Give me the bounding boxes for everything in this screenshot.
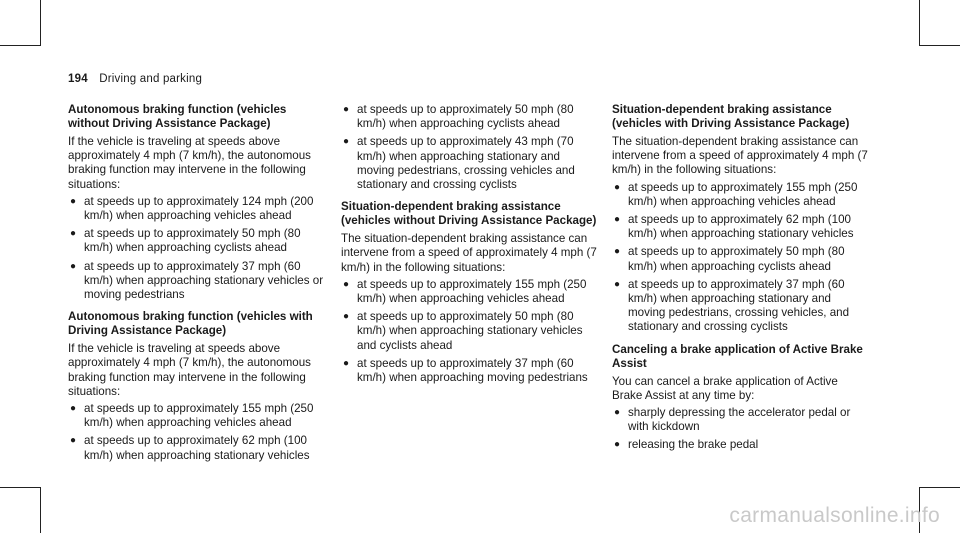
crop-mark	[919, 0, 920, 46]
bullet-icon: ●	[614, 214, 621, 226]
list-item-text: at speeds up to approximately 124 mph (200 km/h) when approaching vehicles ahead	[84, 194, 314, 223]
bullet-list	[612, 406, 870, 453]
bullet-icon: ●	[70, 228, 77, 240]
bullet-icon: ●	[614, 181, 621, 193]
section	[68, 103, 326, 302]
list-item-text: at speeds up to approximately 155 mph (250 km/h) when approaching vehicles ahead	[628, 180, 858, 208]
section-intro: You can cancel a brake application of Active Brake Assist at any time by:	[612, 374, 838, 402]
section-heading: Situation-dependent braking assistance (vehicles with Driving Assistance Package)	[612, 103, 850, 130]
crop-mark	[40, 0, 41, 46]
list-item	[341, 135, 599, 192]
bullet-icon: ●	[614, 407, 621, 419]
section	[68, 310, 326, 463]
list-item-text: at speeds up to approximately 62 mph (100 km/h) when approaching stationary vehicles	[628, 213, 854, 241]
bullet-icon: ●	[343, 357, 350, 369]
section-intro: The situation-dependent braking assistance can intervene from a speed of approximately 4 mph (7 km/h) in the following situations:	[612, 135, 868, 177]
list-item-text: at speeds up to approximately 62 mph (100 km/h) when approaching stationary vehicles	[84, 434, 310, 462]
list-item-text: at speeds up to approximately 43 mph (70 km/h) when approaching stationary and moving pedestrians, crossing vehicles and stationary and crossing cyclists	[357, 135, 575, 192]
crop-mark	[0, 45, 40, 46]
list-item	[341, 310, 599, 353]
column-3	[612, 103, 870, 461]
section	[341, 200, 599, 385]
column-2	[341, 103, 599, 393]
section	[341, 103, 599, 192]
list-item	[612, 438, 870, 452]
bullet-icon: ●	[343, 311, 350, 323]
list-item	[612, 406, 870, 434]
list-item	[68, 402, 326, 430]
list-item-text: at speeds up to approximately 50 mph (80 km/h) when approaching stationary vehicles and cyclists ahead	[357, 310, 583, 352]
bullet-list	[612, 181, 870, 335]
bullet-list	[341, 103, 599, 192]
bullet-icon: ●	[614, 278, 621, 290]
section-heading: Canceling a brake application of Active Brake Assist	[612, 342, 863, 370]
list-item-text: at speeds up to approximately 50 mph (80 km/h) when approaching cyclists ahead	[84, 227, 301, 255]
bullet-icon: ●	[343, 136, 350, 148]
list-item-text: releasing the brake pedal	[628, 438, 759, 452]
list-item	[341, 357, 599, 385]
list-item	[68, 195, 326, 223]
list-item-text: at speeds up to approximately 155 mph (250 km/h) when approaching vehicles ahead	[357, 277, 587, 306]
crop-mark	[920, 45, 960, 46]
bullet-list	[68, 195, 326, 302]
bullet-icon: ●	[70, 403, 77, 415]
list-item-text: at speeds up to approximately 37 mph (60 km/h) when approaching stationary and moving pedestrians, crossing vehicles, and stationary and crossing cyclists	[628, 277, 850, 334]
column-1	[68, 103, 326, 471]
crop-mark	[0, 487, 40, 488]
list-item	[68, 260, 326, 303]
crop-mark	[920, 487, 960, 488]
page-header-title: Driving and parking	[99, 73, 203, 85]
list-item-text: sharply depressing the accelerator pedal or with kickdown	[628, 406, 851, 434]
list-item-text: at speeds up to approximately 50 mph (80 km/h) when approaching cyclists ahead	[628, 245, 845, 273]
bullet-icon: ●	[70, 435, 77, 447]
list-item	[612, 245, 870, 273]
list-item-text: at speeds up to approximately 37 mph (60 km/h) when approaching stationary vehicles or moving pedestrians	[84, 259, 324, 302]
list-item	[612, 278, 870, 335]
bullet-list	[341, 278, 599, 385]
list-item	[68, 434, 326, 462]
list-item-text: at speeds up to approximately 37 mph (60 km/h) when approaching moving pedestrians	[357, 356, 588, 385]
list-item-text: at speeds up to approximately 50 mph (80 km/h) when approaching cyclists ahead	[357, 103, 574, 131]
bullet-list	[68, 402, 326, 463]
page-header	[68, 73, 202, 85]
bullet-icon: ●	[70, 260, 77, 272]
list-item-text: at speeds up to approximately 155 mph (250 km/h) when approaching vehicles ahead	[84, 402, 314, 430]
list-item	[612, 213, 870, 241]
section-intro: If the vehicle is traveling at speeds above approximately 4 mph (7 km/h), the autonomous braking function may intervene in the following situations:	[68, 342, 311, 398]
bullet-icon: ●	[70, 195, 77, 207]
section	[612, 103, 870, 335]
page-number: 194	[68, 73, 88, 85]
bullet-icon: ●	[614, 246, 621, 258]
section-intro: If the vehicle is traveling at speeds above approximately 4 mph (7 km/h), the autonomous braking function may intervene in the following situations:	[68, 135, 311, 191]
section-heading: Autonomous braking function (vehicles without Driving Assistance Package)	[68, 103, 287, 130]
watermark: carmanualsonline.info	[729, 504, 940, 527]
bullet-icon: ●	[343, 104, 350, 115]
section-heading: Situation-dependent braking assistance (vehicles without Driving Assistance Package)	[341, 200, 597, 228]
list-item	[612, 181, 870, 209]
bullet-icon: ●	[343, 278, 350, 290]
section	[612, 343, 870, 453]
list-item	[341, 103, 599, 131]
section-heading: Autonomous braking function (vehicles with Driving Assistance Package)	[68, 310, 313, 338]
list-item	[68, 227, 326, 255]
crop-mark	[40, 487, 41, 533]
bullet-icon: ●	[614, 439, 621, 451]
section-intro: The situation-dependent braking assistance can intervene from a speed of approximately 4 mph (7 km/h) in the following situations:	[341, 232, 597, 274]
list-item	[341, 278, 599, 306]
